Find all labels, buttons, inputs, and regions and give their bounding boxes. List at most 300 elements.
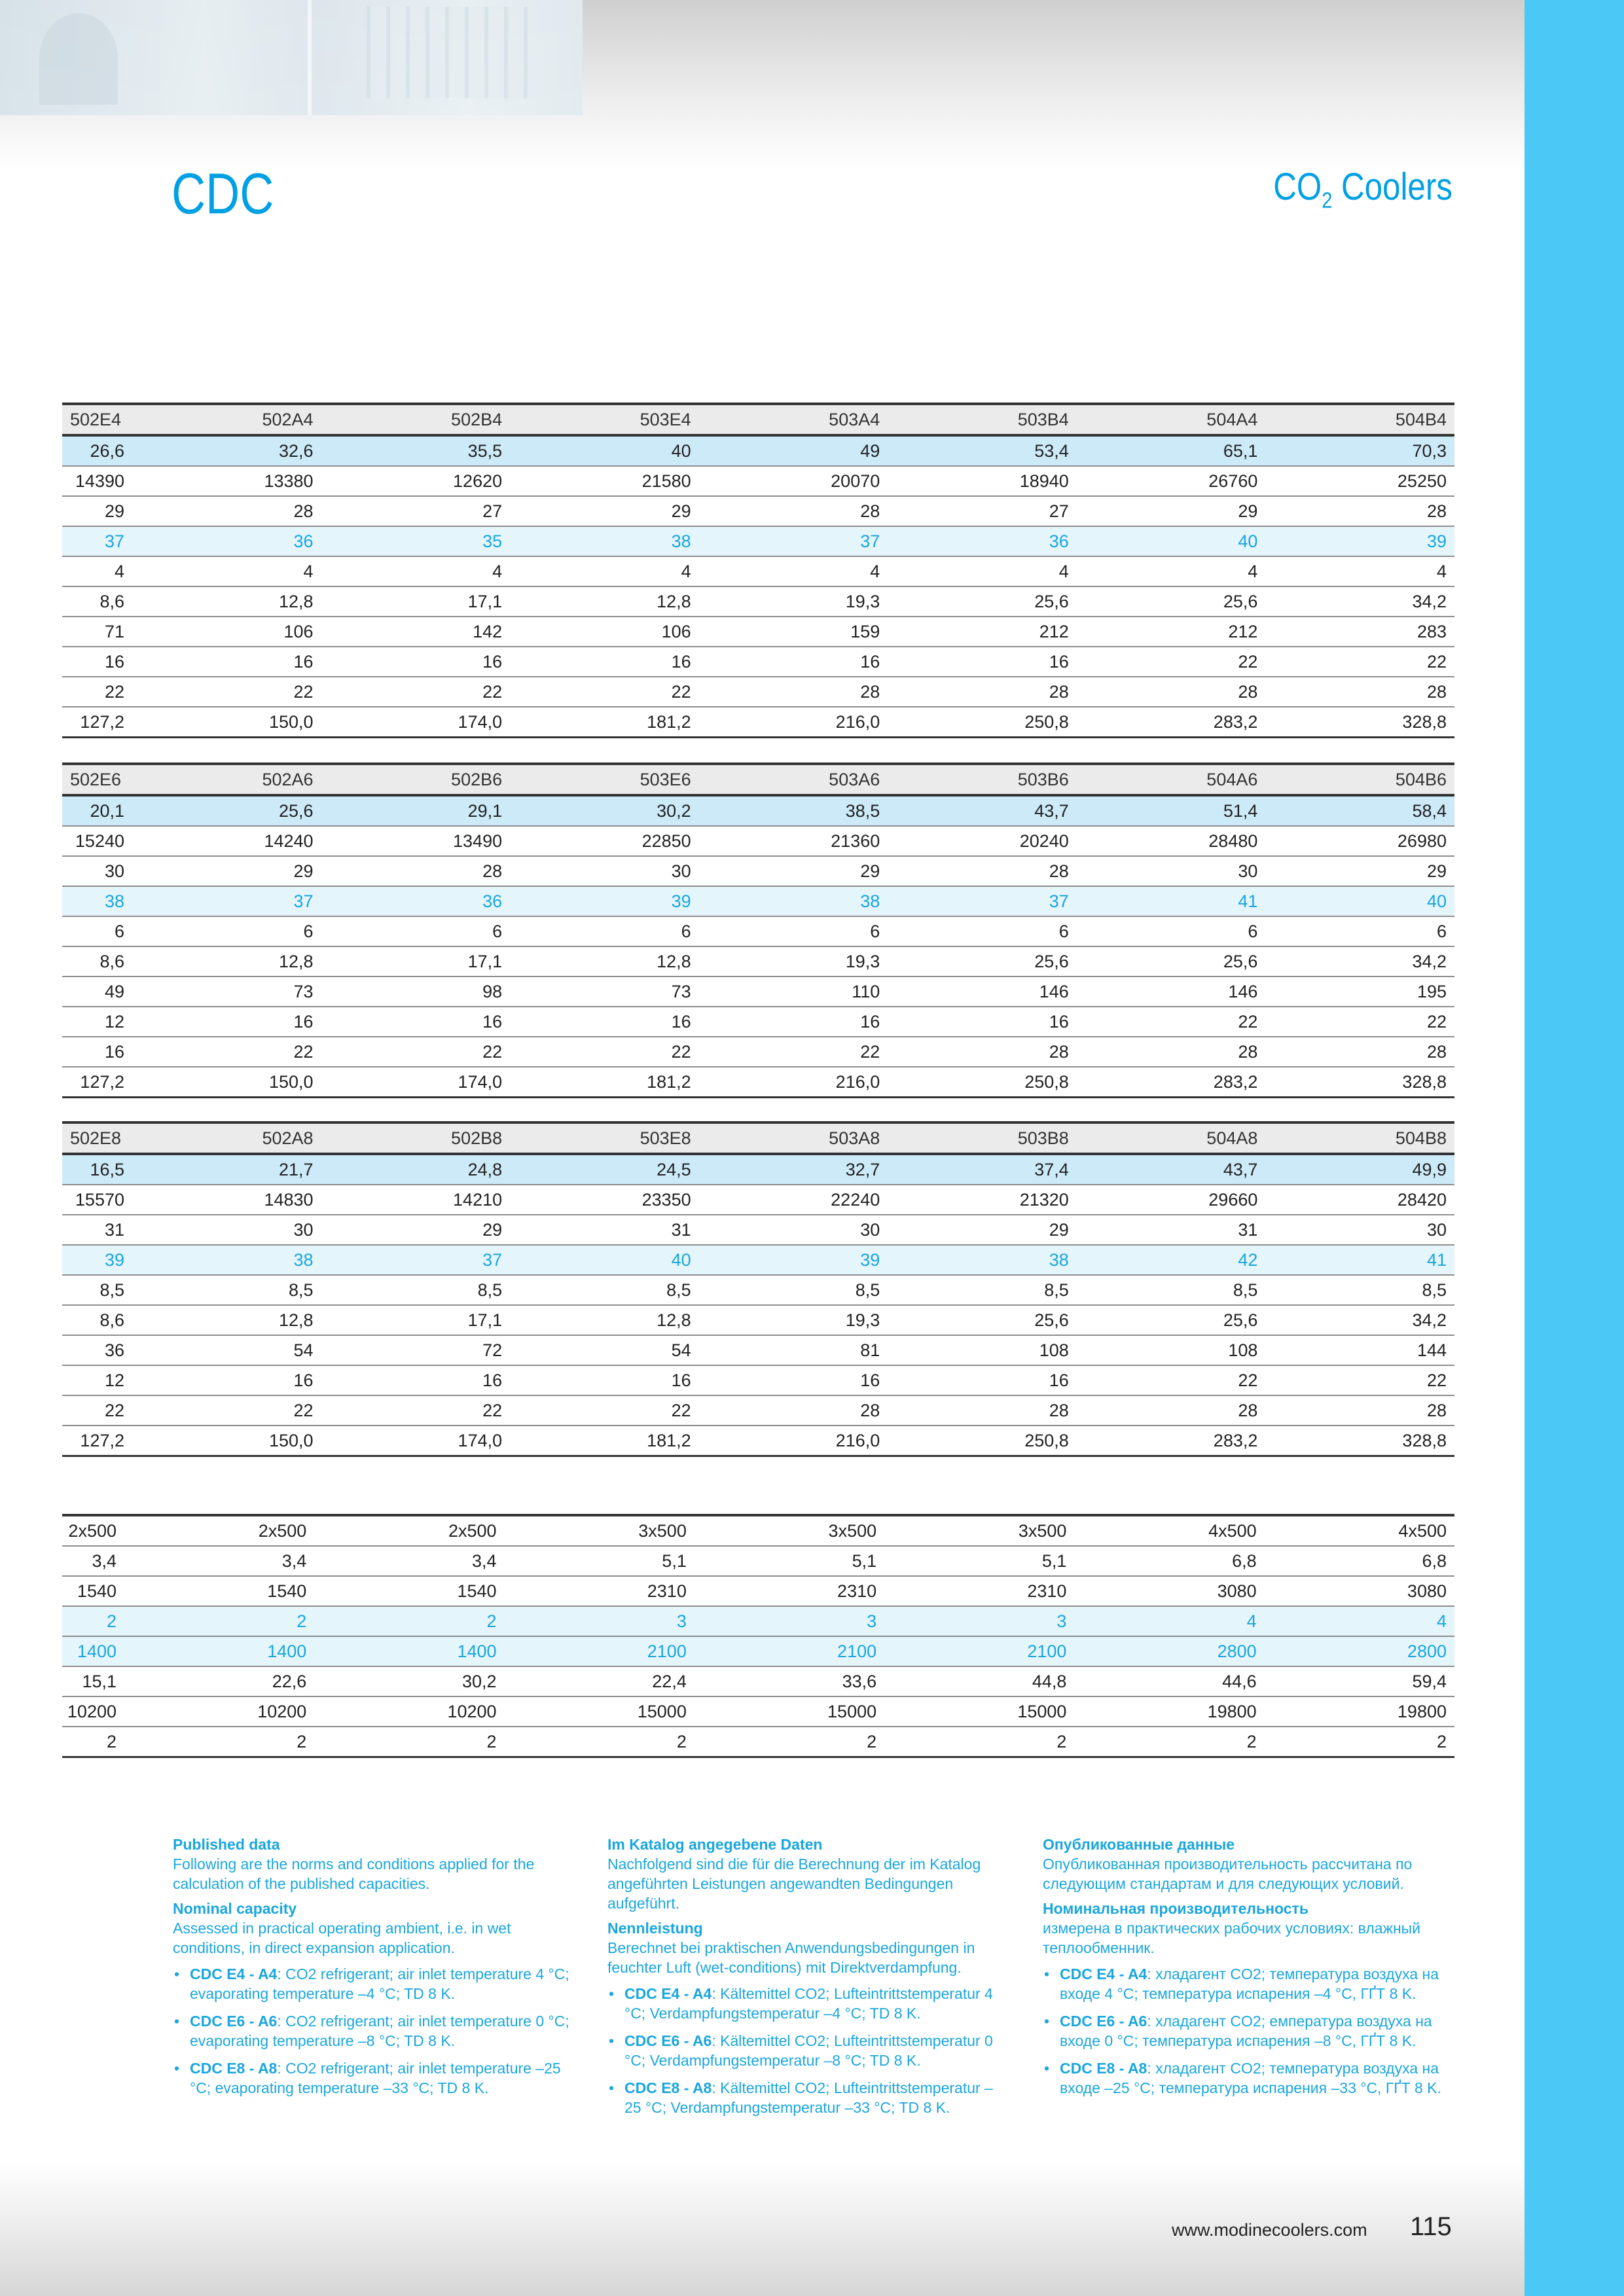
table-cell: 16 (888, 647, 1077, 677)
table-cell: 40 (510, 1245, 699, 1275)
table-cell: 8,5 (699, 1275, 888, 1305)
notes-subintro: измерена в практических рабочих условиях: влажный теплообменник. (1043, 1920, 1421, 1956)
table-cell: 71 (62, 617, 132, 647)
table-cell: 25,6 (888, 1305, 1077, 1335)
table-cell: 2 (505, 1727, 695, 1757)
model-header-cell: 503B4 (888, 404, 1077, 435)
table-cell: 59,4 (1265, 1666, 1454, 1696)
table-cell: 216,0 (699, 707, 888, 738)
table-cell: 2800 (1265, 1636, 1454, 1666)
table-cell: 22 (1265, 1007, 1454, 1037)
table-cell: 16 (321, 1365, 511, 1395)
notes-title: Published data (173, 1836, 280, 1853)
condition-model: CDC E8 - A8 (624, 2079, 712, 2096)
table-cell: 51,4 (1077, 795, 1266, 826)
table-cell: 16 (888, 1365, 1077, 1395)
table-cell: 22,6 (124, 1666, 314, 1696)
table-cell: 12 (62, 1007, 132, 1037)
table-cell: 3x500 (695, 1515, 884, 1546)
table-cell: 22240 (699, 1185, 888, 1215)
table-row (62, 946, 1454, 977)
website-link[interactable]: www.modinecoolers.com (1172, 2220, 1367, 2240)
table-cell: 15570 (62, 1185, 132, 1215)
table-cell: 30 (1265, 1215, 1454, 1245)
table-cell: 250,8 (888, 1426, 1077, 1456)
table-cell: 12,8 (132, 946, 321, 977)
notes-subtitle: Nennleistung (607, 1920, 703, 1937)
table-cell: 18940 (888, 466, 1077, 496)
table-cell: 54 (132, 1335, 321, 1365)
table-cell: 21320 (888, 1185, 1077, 1215)
table-cell: 2 (1265, 1727, 1454, 1757)
table-cell: 3,4 (314, 1546, 504, 1576)
model-header-cell: 504A6 (1077, 764, 1266, 795)
table-row (62, 795, 1454, 826)
table-cell: 40 (1077, 526, 1266, 556)
condition-item (1043, 2058, 1442, 2098)
model-header-cell: 504B8 (1265, 1122, 1454, 1154)
condition-model: CDC E8 - A8 (1060, 2060, 1147, 2077)
table-row (62, 1636, 1454, 1666)
table-cell: 16 (699, 1365, 888, 1395)
table-row (62, 677, 1454, 707)
model-header-cell: 503B6 (888, 764, 1077, 795)
table-row (62, 856, 1454, 886)
table-cell: 150,0 (132, 1067, 321, 1098)
model-header-cell: 502E6 (62, 764, 132, 795)
table-cell: 38 (888, 1245, 1077, 1275)
table-cell: 28 (132, 496, 321, 526)
condition-item (173, 2058, 572, 2098)
condition-model: CDC E6 - A6 (1060, 2013, 1147, 2030)
table-cell: 3 (505, 1606, 695, 1636)
table-cell: 195 (1265, 977, 1454, 1007)
model-header-cell: 504B6 (1265, 764, 1454, 795)
table-cell: 12,8 (132, 586, 321, 617)
table-cell: 98 (321, 977, 511, 1007)
table-row (62, 647, 1454, 677)
table-cell: 28 (1077, 1037, 1266, 1067)
table-cell: 43,7 (888, 795, 1077, 826)
table-row (62, 526, 1454, 556)
table-cell: 1540 (124, 1576, 314, 1606)
notes-german (607, 1835, 1007, 2125)
table-cell: 12,8 (510, 1305, 699, 1335)
conditions-list (1043, 1964, 1442, 2098)
table-cell: 159 (699, 617, 888, 647)
table-cell: 28 (699, 1395, 888, 1426)
table-cell: 38 (510, 526, 699, 556)
model-header-cell: 502A6 (132, 764, 321, 795)
table-cell: 30 (1077, 856, 1266, 886)
table-cell: 4 (699, 556, 888, 586)
table-row (62, 1185, 1454, 1215)
table-cell: 37 (888, 886, 1077, 916)
table-cell: 34,2 (1265, 1305, 1454, 1335)
page-number: 115 (1410, 2212, 1452, 2241)
table-row (62, 916, 1454, 946)
table-cell: 81 (699, 1335, 888, 1365)
table-row (62, 1305, 1454, 1335)
table-cell: 8,6 (62, 946, 132, 977)
table-cell: 14240 (132, 826, 321, 856)
table-cell: 3 (884, 1606, 1074, 1636)
model-header-cell: 502A4 (132, 404, 321, 435)
model-header-cell: 504A8 (1077, 1122, 1266, 1154)
table-cell: 1540 (62, 1576, 124, 1606)
table-cell: 39 (62, 1245, 132, 1275)
table-row (62, 1576, 1454, 1606)
table-cell: 4 (1077, 556, 1266, 586)
table-cell: 108 (888, 1335, 1077, 1365)
table-cell: 49,9 (1265, 1154, 1454, 1185)
table-cell: 2100 (695, 1636, 884, 1666)
table-cell: 22850 (510, 826, 699, 856)
condition-text: : CO2 refrigerant; air inlet temperature –25 °C; evaporating temperature –33 °C; TD 8 K. (190, 2060, 561, 2096)
table-cell: 16 (699, 1007, 888, 1037)
table-cell: 4 (1265, 556, 1454, 586)
table-cell: 44,8 (884, 1666, 1074, 1696)
table-cell: 38 (699, 886, 888, 916)
table-cell: 174,0 (321, 1067, 511, 1098)
notes-title: Im Katalog angegebene Daten (607, 1836, 823, 1853)
table-cell: 16 (132, 1007, 321, 1037)
table-cell: 10200 (62, 1696, 124, 1727)
table-cell: 29 (888, 1215, 1077, 1245)
table-cell: 42 (1077, 1245, 1266, 1275)
notes-subintro: Berechnet bei praktischen Anwendungsbedingungen in feuchter Luft (wet-conditions) mit Direktverdampfung. (607, 1939, 975, 1976)
spec-table-e8 (62, 1121, 1454, 1457)
table-cell: 19800 (1074, 1696, 1264, 1727)
table-cell: 127,2 (62, 707, 132, 738)
table-cell: 15240 (62, 826, 132, 856)
table-cell: 212 (888, 617, 1077, 647)
table-cell: 22 (321, 1395, 511, 1426)
table-cell: 22 (132, 677, 321, 707)
table-cell: 16 (62, 1037, 132, 1067)
table-cell: 37 (132, 886, 321, 916)
table-cell: 12,8 (510, 946, 699, 977)
table-cell: 22 (510, 1395, 699, 1426)
table-cell: 22 (321, 677, 511, 707)
table-cell: 43,7 (1077, 1154, 1266, 1185)
table-cell: 16 (510, 647, 699, 677)
table-cell: 16 (132, 647, 321, 677)
table-cell: 28 (699, 496, 888, 526)
table-cell: 25,6 (888, 946, 1077, 977)
table-cell: 2 (884, 1727, 1074, 1757)
model-header-cell: 503B8 (888, 1122, 1077, 1154)
table-cell: 283,2 (1077, 707, 1266, 738)
condition-text: : Kältemittel CO2; Lufteintrittstemperatur –25 °C; Verdampfungstemperatur –33 °C; TD 8 K. (624, 2079, 993, 2116)
table-cell: 24,5 (510, 1154, 699, 1185)
table-cell: 110 (699, 977, 888, 1007)
table-cell: 8,5 (1265, 1275, 1454, 1305)
table-cell: 6 (62, 916, 132, 946)
table-cell: 44,6 (1074, 1666, 1264, 1696)
table-cell: 3,4 (124, 1546, 314, 1576)
condition-text: : хладагент CO2; температура воздуха на входе 4 °C; температура испарения –4 °C, ГҐТ 8 K. (1060, 1965, 1439, 2002)
condition-item (173, 2011, 572, 2051)
model-header-cell: 503A6 (699, 764, 888, 795)
table-cell: 23350 (510, 1185, 699, 1215)
table-cell: 37 (62, 526, 132, 556)
table-cell: 25,6 (888, 586, 1077, 617)
table-cell: 28 (888, 856, 1077, 886)
notes-title: Опубликованные данные (1043, 1836, 1235, 1853)
table-cell: 10200 (124, 1696, 314, 1727)
table-row (62, 977, 1454, 1007)
table-row (62, 1666, 1454, 1696)
condition-text: : хладагент CO2; температура воздуха на входе –25 °C; температура испарения –33 °C, ГҐТ 8 K. (1060, 2060, 1441, 2096)
table-cell: 3x500 (884, 1515, 1074, 1546)
table-cell: 22 (1077, 647, 1266, 677)
table-cell: 26760 (1077, 466, 1266, 496)
table-cell: 4 (62, 556, 132, 586)
table-cell: 24,8 (321, 1154, 511, 1185)
model-header-cell: 504A4 (1077, 404, 1266, 435)
table-cell: 6 (321, 916, 511, 946)
table-cell: 31 (1077, 1215, 1266, 1245)
table-cell: 35 (321, 526, 511, 556)
table-row (62, 1546, 1454, 1576)
table-cell: 212 (1077, 617, 1266, 647)
table-cell: 21,7 (132, 1154, 321, 1185)
table-cell: 15,1 (62, 1666, 124, 1696)
model-header-cell: 503E6 (510, 764, 699, 795)
table-cell: 54 (510, 1335, 699, 1365)
table-cell: 73 (132, 977, 321, 1007)
table-cell: 3x500 (505, 1515, 695, 1546)
table-cell: 4 (888, 556, 1077, 586)
table-row (62, 1606, 1454, 1636)
table-cell: 26980 (1265, 826, 1454, 856)
table-row (62, 586, 1454, 617)
table-cell: 4 (1265, 1606, 1454, 1636)
table-cell: 29 (1077, 496, 1266, 526)
table-row (62, 886, 1454, 916)
table-cell: 28 (1265, 496, 1454, 526)
table-cell: 3 (695, 1606, 884, 1636)
table-cell: 106 (132, 617, 321, 647)
table-cell: 25,6 (132, 795, 321, 826)
table-cell: 28 (1265, 1037, 1454, 1067)
table-cell: 28 (888, 1037, 1077, 1067)
condition-model: CDC E6 - A6 (190, 2013, 278, 2030)
table-cell: 22 (699, 1037, 888, 1067)
condition-model: CDC E8 - A8 (190, 2060, 278, 2077)
table-cell: 14210 (321, 1185, 511, 1215)
table-cell: 127,2 (62, 1067, 132, 1098)
table-cell: 27 (888, 496, 1077, 526)
condition-model: CDC E4 - A4 (1060, 1965, 1147, 1982)
table-cell: 17,1 (321, 586, 511, 617)
conditions-list (607, 1984, 1007, 2117)
page-subtitle: $CO_2$ Coolers (1273, 166, 1453, 213)
table-cell: 2310 (884, 1576, 1074, 1606)
notes-subintro: Assessed in practical operating ambient, i.e. in wet conditions, in direct expansion application. (173, 1920, 511, 1956)
table-cell: 8,5 (888, 1275, 1077, 1305)
table-cell: 30 (510, 856, 699, 886)
table-cell: 65,1 (1077, 435, 1266, 466)
table-header-row (62, 764, 1454, 795)
table-cell: 36 (888, 526, 1077, 556)
model-header-cell: 502E4 (62, 404, 132, 435)
table-cell: 328,8 (1265, 707, 1454, 738)
table-cell: 5,1 (884, 1546, 1074, 1576)
table-cell: 28 (1265, 677, 1454, 707)
table-row (62, 1727, 1454, 1757)
table-cell: 4x500 (1265, 1515, 1454, 1546)
condition-text: : CO2 refrigerant; air inlet temperature 4 °C; evaporating temperature –4 °C; TD 8 K. (190, 1965, 569, 2002)
table-cell: 29660 (1077, 1185, 1266, 1215)
table-cell: 146 (888, 977, 1077, 1007)
table-cell: 25,6 (1077, 586, 1266, 617)
table-cell: 216,0 (699, 1426, 888, 1456)
side-color-band (1525, 0, 1624, 2296)
table-header-row (62, 1122, 1454, 1154)
table-cell: 250,8 (888, 1067, 1077, 1098)
table-row (62, 826, 1454, 856)
table-cell: 2310 (695, 1576, 884, 1606)
table-row (62, 1395, 1454, 1426)
table-cell: 26,6 (62, 435, 132, 466)
table-cell: 2 (62, 1727, 124, 1757)
table-cell: 8,5 (62, 1275, 132, 1305)
table-cell: 6 (1077, 916, 1266, 946)
notes-russian (1043, 1835, 1442, 2106)
table-cell: 34,2 (1265, 946, 1454, 977)
header-photo (0, 0, 583, 115)
table-cell: 3,4 (62, 1546, 124, 1576)
table-cell: 8,6 (62, 586, 132, 617)
condition-item (1043, 2011, 1442, 2051)
table-row (62, 1275, 1454, 1305)
table-cell: 181,2 (510, 707, 699, 738)
notes-intro: Опубликованная производительность рассчитана по следующим стандартам и для следующих условий. (1043, 1856, 1413, 1892)
table-cell: 142 (321, 617, 511, 647)
notes-intro: Following are the norms and conditions applied for the calculation of the published capacities. (173, 1856, 535, 1892)
table-cell: 1400 (62, 1636, 124, 1666)
table-cell: 6 (699, 916, 888, 946)
model-header-cell: 503A4 (699, 404, 888, 435)
table-row (62, 1335, 1454, 1365)
spec-table-fans (62, 1514, 1454, 1758)
table-cell: 22 (510, 1037, 699, 1067)
table-cell: 36 (62, 1335, 132, 1365)
table-row (62, 1696, 1454, 1727)
model-header-cell: 502B8 (321, 1122, 511, 1154)
table-cell: 3080 (1074, 1576, 1264, 1606)
table-cell: 2x500 (124, 1515, 314, 1546)
table-cell: 30,2 (314, 1666, 504, 1696)
table-cell: 8,6 (62, 1305, 132, 1335)
table-cell: 38 (132, 1245, 321, 1275)
table-cell: 39 (699, 1245, 888, 1275)
condition-item (607, 2078, 1007, 2117)
table-cell: 30 (62, 856, 132, 886)
condition-text: : CO2 refrigerant; air inlet temperature 0 °C; evaporating temperature –8 °C; TD 8 K. (190, 2013, 569, 2049)
table-cell: 1400 (124, 1636, 314, 1666)
table-cell: 14390 (62, 466, 132, 496)
table-cell: 2 (124, 1606, 314, 1636)
table-cell: 3080 (1265, 1576, 1454, 1606)
table-cell: 6 (510, 916, 699, 946)
table-cell: 22 (1265, 647, 1454, 677)
table-cell: 2 (314, 1727, 504, 1757)
table-cell: 22 (1265, 1365, 1454, 1395)
table-cell: 28 (321, 856, 511, 886)
page-title: CDC (171, 161, 274, 226)
table-cell: 5,1 (695, 1546, 884, 1576)
notes-english (173, 1835, 572, 2106)
table-cell: 108 (1077, 1335, 1266, 1365)
table-cell: 6,8 (1265, 1546, 1454, 1576)
table-cell: 22 (132, 1037, 321, 1067)
table-cell: 17,1 (321, 946, 511, 977)
table-cell: 328,8 (1265, 1426, 1454, 1456)
table-cell: 14830 (132, 1185, 321, 1215)
table-cell: 35,5 (321, 435, 511, 466)
model-header-cell: 502E8 (62, 1122, 132, 1154)
condition-model: CDC E4 - A4 (624, 1985, 712, 2002)
table-cell: 73 (510, 977, 699, 1007)
condition-text: : хладагент CO2; емпература воздуха на входе 0 °C; температура испарения –8 °C, ГҐТ 8 K. (1060, 2013, 1432, 2049)
table-row (62, 496, 1454, 526)
table-cell: 30 (132, 1215, 321, 1245)
table-cell: 16 (888, 1007, 1077, 1037)
table-cell: 6 (888, 916, 1077, 946)
table-cell: 5,1 (505, 1546, 695, 1576)
table-cell: 28 (888, 677, 1077, 707)
table-row (62, 1426, 1454, 1456)
table-cell: 49 (62, 977, 132, 1007)
spec-table-e6 (62, 762, 1454, 1098)
table-cell: 2 (314, 1606, 504, 1636)
table-cell: 15000 (695, 1696, 884, 1727)
table-cell: 16 (510, 1365, 699, 1395)
table-cell: 31 (62, 1215, 132, 1245)
table-cell: 2 (1074, 1727, 1264, 1757)
table-cell: 4 (132, 556, 321, 586)
table-row (62, 1245, 1454, 1275)
table-row (62, 1154, 1454, 1185)
table-cell: 1400 (314, 1636, 504, 1666)
condition-item (607, 2031, 1007, 2070)
table-cell: 28 (699, 677, 888, 707)
table-cell: 8,5 (1077, 1275, 1266, 1305)
table-row (62, 1067, 1454, 1098)
spec-table-e4 (62, 403, 1454, 738)
table-cell: 19,3 (699, 946, 888, 977)
table-cell: 28 (1265, 1395, 1454, 1426)
table-cell: 29 (699, 856, 888, 886)
table-cell: 28420 (1265, 1185, 1454, 1215)
model-header-cell: 504B4 (1265, 404, 1454, 435)
table-cell: 22 (62, 1395, 132, 1426)
table-cell: 8,5 (510, 1275, 699, 1305)
table-cell: 283,2 (1077, 1426, 1266, 1456)
table-row (62, 1007, 1454, 1037)
table-cell: 15000 (884, 1696, 1074, 1727)
table-cell: 70,3 (1265, 435, 1454, 466)
table-header-row (62, 404, 1454, 435)
table-cell: 2 (124, 1727, 314, 1757)
table-cell: 29 (132, 856, 321, 886)
table-cell: 8,5 (321, 1275, 511, 1305)
table-cell: 15000 (505, 1696, 695, 1727)
table-cell: 25,6 (1077, 1305, 1266, 1335)
